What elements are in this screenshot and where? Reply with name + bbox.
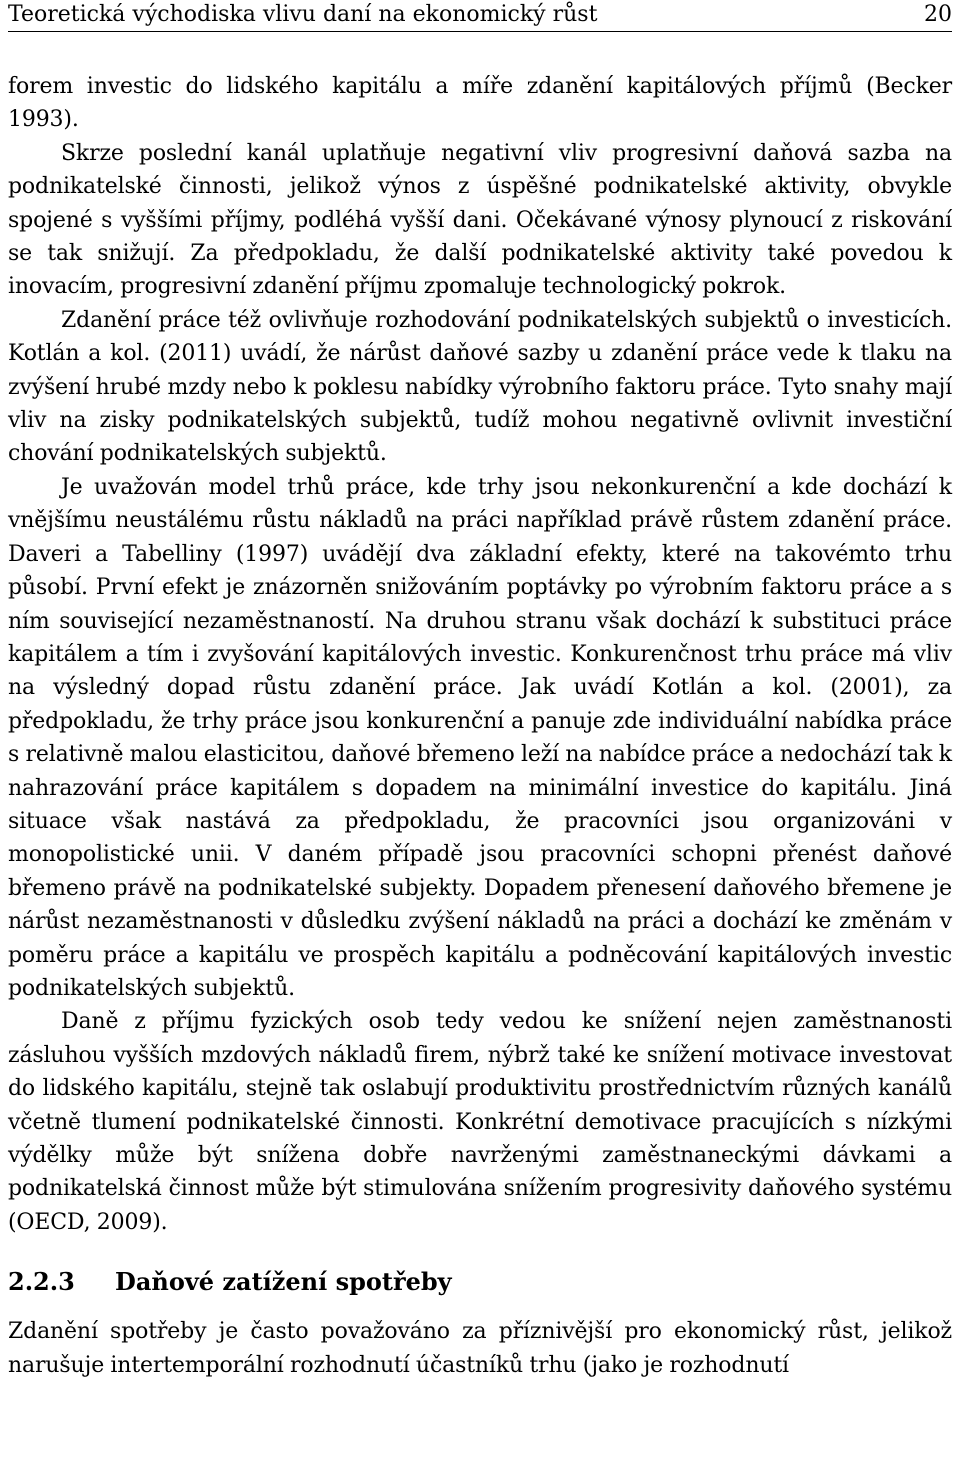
page-number: 20 bbox=[924, 2, 952, 27]
running-header bbox=[8, 0, 952, 32]
paragraph: Skrze poslední kanál uplatňuje negativní vliv progresivní daňová sazba na podnikatelské činnosti, jelikož výnos z úspěšné podnikatelské aktivity, obvykle spojené s vyššími příjmy, podléhá vyšší dani. Očekávané výnosy plynoucí z riskování se tak snižují. Za předpokladu, že další podnikatelské aktivity také povedou k inovacím, progresivní zdanění příjmu zpomaluje technologický pokrok. bbox=[8, 140, 952, 300]
section-number: 2.2.3 bbox=[8, 1267, 75, 1297]
page-body bbox=[8, 70, 952, 1382]
header-title: Teoretická východiska vlivu daní na ekonomický růst bbox=[8, 2, 598, 27]
paragraph: forem investic do lidského kapitálu a míře zdanění kapitálových příjmů (Becker 1993). bbox=[8, 74, 952, 133]
paragraph: Je uvažován model trhů práce, kde trhy jsou nekonkurenční a kde dochází k vnějšímu neustálému růstu nákladů na práci například právě růstem zdanění práce. Daveri a Tabelliny (1997) uvádějí dva základní efekty, které na takovémto trhu působí. První efekt je znázorněn snižováním poptávky po výrobním faktoru práce a s ním související nezaměstnaností. Na druhou stranu však dochází k substituci práce kapitálem a tím i zvyšování kapitálových investic. Konkurenčnost trhu práce má vliv na výsledný dopad růstu zdanění práce. Jak uvádí Kotlán a kol. (2001), za předpokladu, že trhy práce jsou konkurenční a panuje zde individuální nabídka práce s relativně malou elasticitou, daňové břemeno leží na nabídce práce a nedochází tak k nahrazování práce kapitálem s dopadem na minimální investice do kapitálu. Jiná situace však nastává za předpokladu, že pracovníci jsou organizováni v monopolistické unii. V daném případě jsou pracovníci schopni přenést daňové břemeno právě na podnikatelské subjekty. Dopadem přenesení daňového břemene je nárůst nezaměstnanosti v důsledku zvýšení nákladů na práci a dochází ke změnám v poměru práce a kapitálu ve prospěch kapitálu a podněcování kapitálových investic podnikatelských subjektů. bbox=[8, 474, 952, 1001]
paragraph: Zdanění práce též ovlivňuje rozhodování podnikatelských subjektů o investicích. Kotlán a kol. (2011) uvádí, že nárůst daňové sazby u zdanění práce vede k tlaku na zvýšení hrubé mzdy nebo k poklesu nabídky výrobního faktoru práce. Tyto snahy mají vliv na zisky podnikatelských subjektů, tudíž mohou negativně ovlivnit investiční chování podnikatelských subjektů. bbox=[8, 307, 952, 467]
section-heading bbox=[8, 1265, 952, 1299]
paragraph: Daně z příjmu fyzických osob tedy vedou ke snížení nejen zaměstnanosti zásluhou vyšších mzdových nákladů firem, nýbrž také ke snížení motivace investovat do lidského kapitálu, stejně tak oslabují produktivitu prostřednictvím různých kanálů včetně tlumení podnikatelské činnosti. Konkrétní demotivace pracujících s nízkými výdělky může být snížena dobře navrženými zaměstnaneckými dávkami a podnikatelská činnost může být stimulována snížením progresivity daňového systému (OECD, 2009). bbox=[8, 1009, 952, 1235]
paragraph: Zdanění spotřeby je často považováno za příznivější pro ekonomický růst, jelikož narušuje intertemporální rozhodnutí účastníků trhu (jako je rozhodnutí bbox=[8, 1319, 952, 1378]
section-title: Daňové zatížení spotřeby bbox=[115, 1267, 452, 1297]
